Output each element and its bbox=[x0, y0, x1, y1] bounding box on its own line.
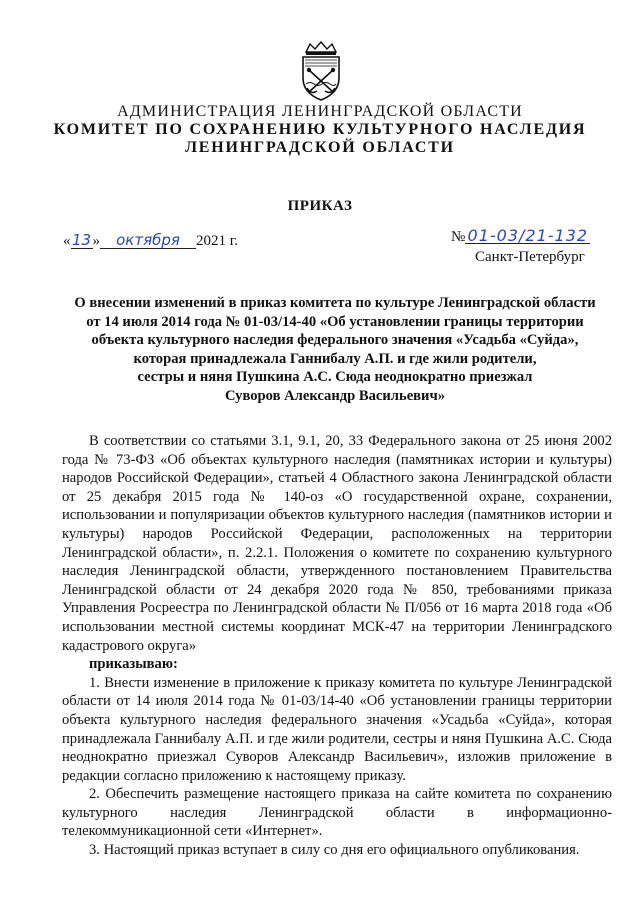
orders-heading: приказываю: bbox=[89, 656, 178, 673]
document-subject bbox=[58, 294, 612, 405]
date-close-quote: » bbox=[92, 233, 100, 249]
date-open-quote: « bbox=[63, 233, 71, 249]
order-item-2: 2. Обеспечить размещение настоящего приказа на сайте комитета по сохранению культурного наследия Ленинградской области в информационно-телекоммуникационной сети «Интернет». bbox=[62, 786, 612, 840]
subject-line: объекта культурного наследия федерального значения «Усадьба «Суйда», bbox=[91, 332, 579, 348]
document-body bbox=[62, 432, 612, 860]
date-month: октября bbox=[100, 233, 196, 249]
number-prefix: № bbox=[451, 229, 466, 245]
subject-line: которая принадлежала Ганнибалу А.П. и где жили родители, bbox=[133, 350, 537, 367]
date-year: 2021 г. bbox=[196, 233, 238, 249]
subject-line: Суворов Александр Васильевич» bbox=[224, 387, 445, 404]
organization-name: АДМИНИСТРАЦИЯ ЛЕНИНГРАДСКОЙ ОБЛАСТИ bbox=[117, 103, 523, 120]
committee-name: КОМИТЕТ ПО СОХРАНЕНИЮ КУЛЬТУРНОГО НАСЛЕДИЯ bbox=[53, 121, 587, 138]
committee-region: ЛЕНИНГРАДСКОЙ ОБЛАСТИ bbox=[185, 139, 455, 156]
number-value: 01-03/21-132 bbox=[465, 228, 590, 244]
subject-line: О внесении изменений в приказ комитета по культуре Ленинградской области bbox=[74, 295, 596, 311]
subject-line: сестры и няня Пушкина А.С. Сюда неоднократно приезжал bbox=[137, 369, 533, 385]
order-item-1: 1. Внести изменение в приложение к приказу комитета по культуре Ленинградской области от 14 июля 2014 года № 01-03/14-40 «Об установлении границы территории объекта культурного наследия федерального значения «Усадьба «Суйда», которая принадлежала Ганнибалу А.П. и где жили родители, сестры и няня Пушкина А.С. Сюда неоднократно приезжал Суворов Александр Васильевич», изложив приложение в редакции согласно приложению к настоящему приказу. bbox=[62, 674, 612, 784]
date-day: 13 bbox=[71, 231, 92, 249]
document-number bbox=[451, 228, 590, 246]
order-item-3: 3. Настоящий приказ вступает в силу со дня его официального опубликования. bbox=[89, 842, 580, 859]
document-title: ПРИКАЗ bbox=[287, 198, 353, 214]
preamble-paragraph: В соответствии со статьями 3.1, 9.1, 20, 33 Федерального закона от 25 июня 2002 года № 73-ФЗ «Об объектах культурного наследия (памятниках истории и культуры) народов Российской Федерации», статьей 4 Областного закона Ленинградской области от 25 декабря 2015 года № 140-оз «О государственной охране, сохранении, использовании и популяризации объектов культурного наследия (памятников истории и культуры) народов Российской Федерации, расположенных на территории Ленинградской области», п. 2.2.1. Положения о комитете по сохранению культурного наследия Ленинградской области, утвержденного постановлением Правительства Ленинградской области от 24 декабря 2020 года № 850, требованиями приказа Управления Росреестра по Ленинградской области № П/056 от 16 марта 2018 года «Об использовании местной системы координат МСК-47 на территории Ленинградского кадастрового округа» bbox=[62, 433, 612, 654]
coat-of-arms-icon bbox=[296, 40, 346, 102]
document-city: Санкт-Петербург bbox=[475, 249, 585, 265]
document-date bbox=[63, 233, 238, 250]
subject-line: от 14 июля 2014 года № 01-03/14-40 «Об установлении границы территории bbox=[86, 313, 584, 330]
